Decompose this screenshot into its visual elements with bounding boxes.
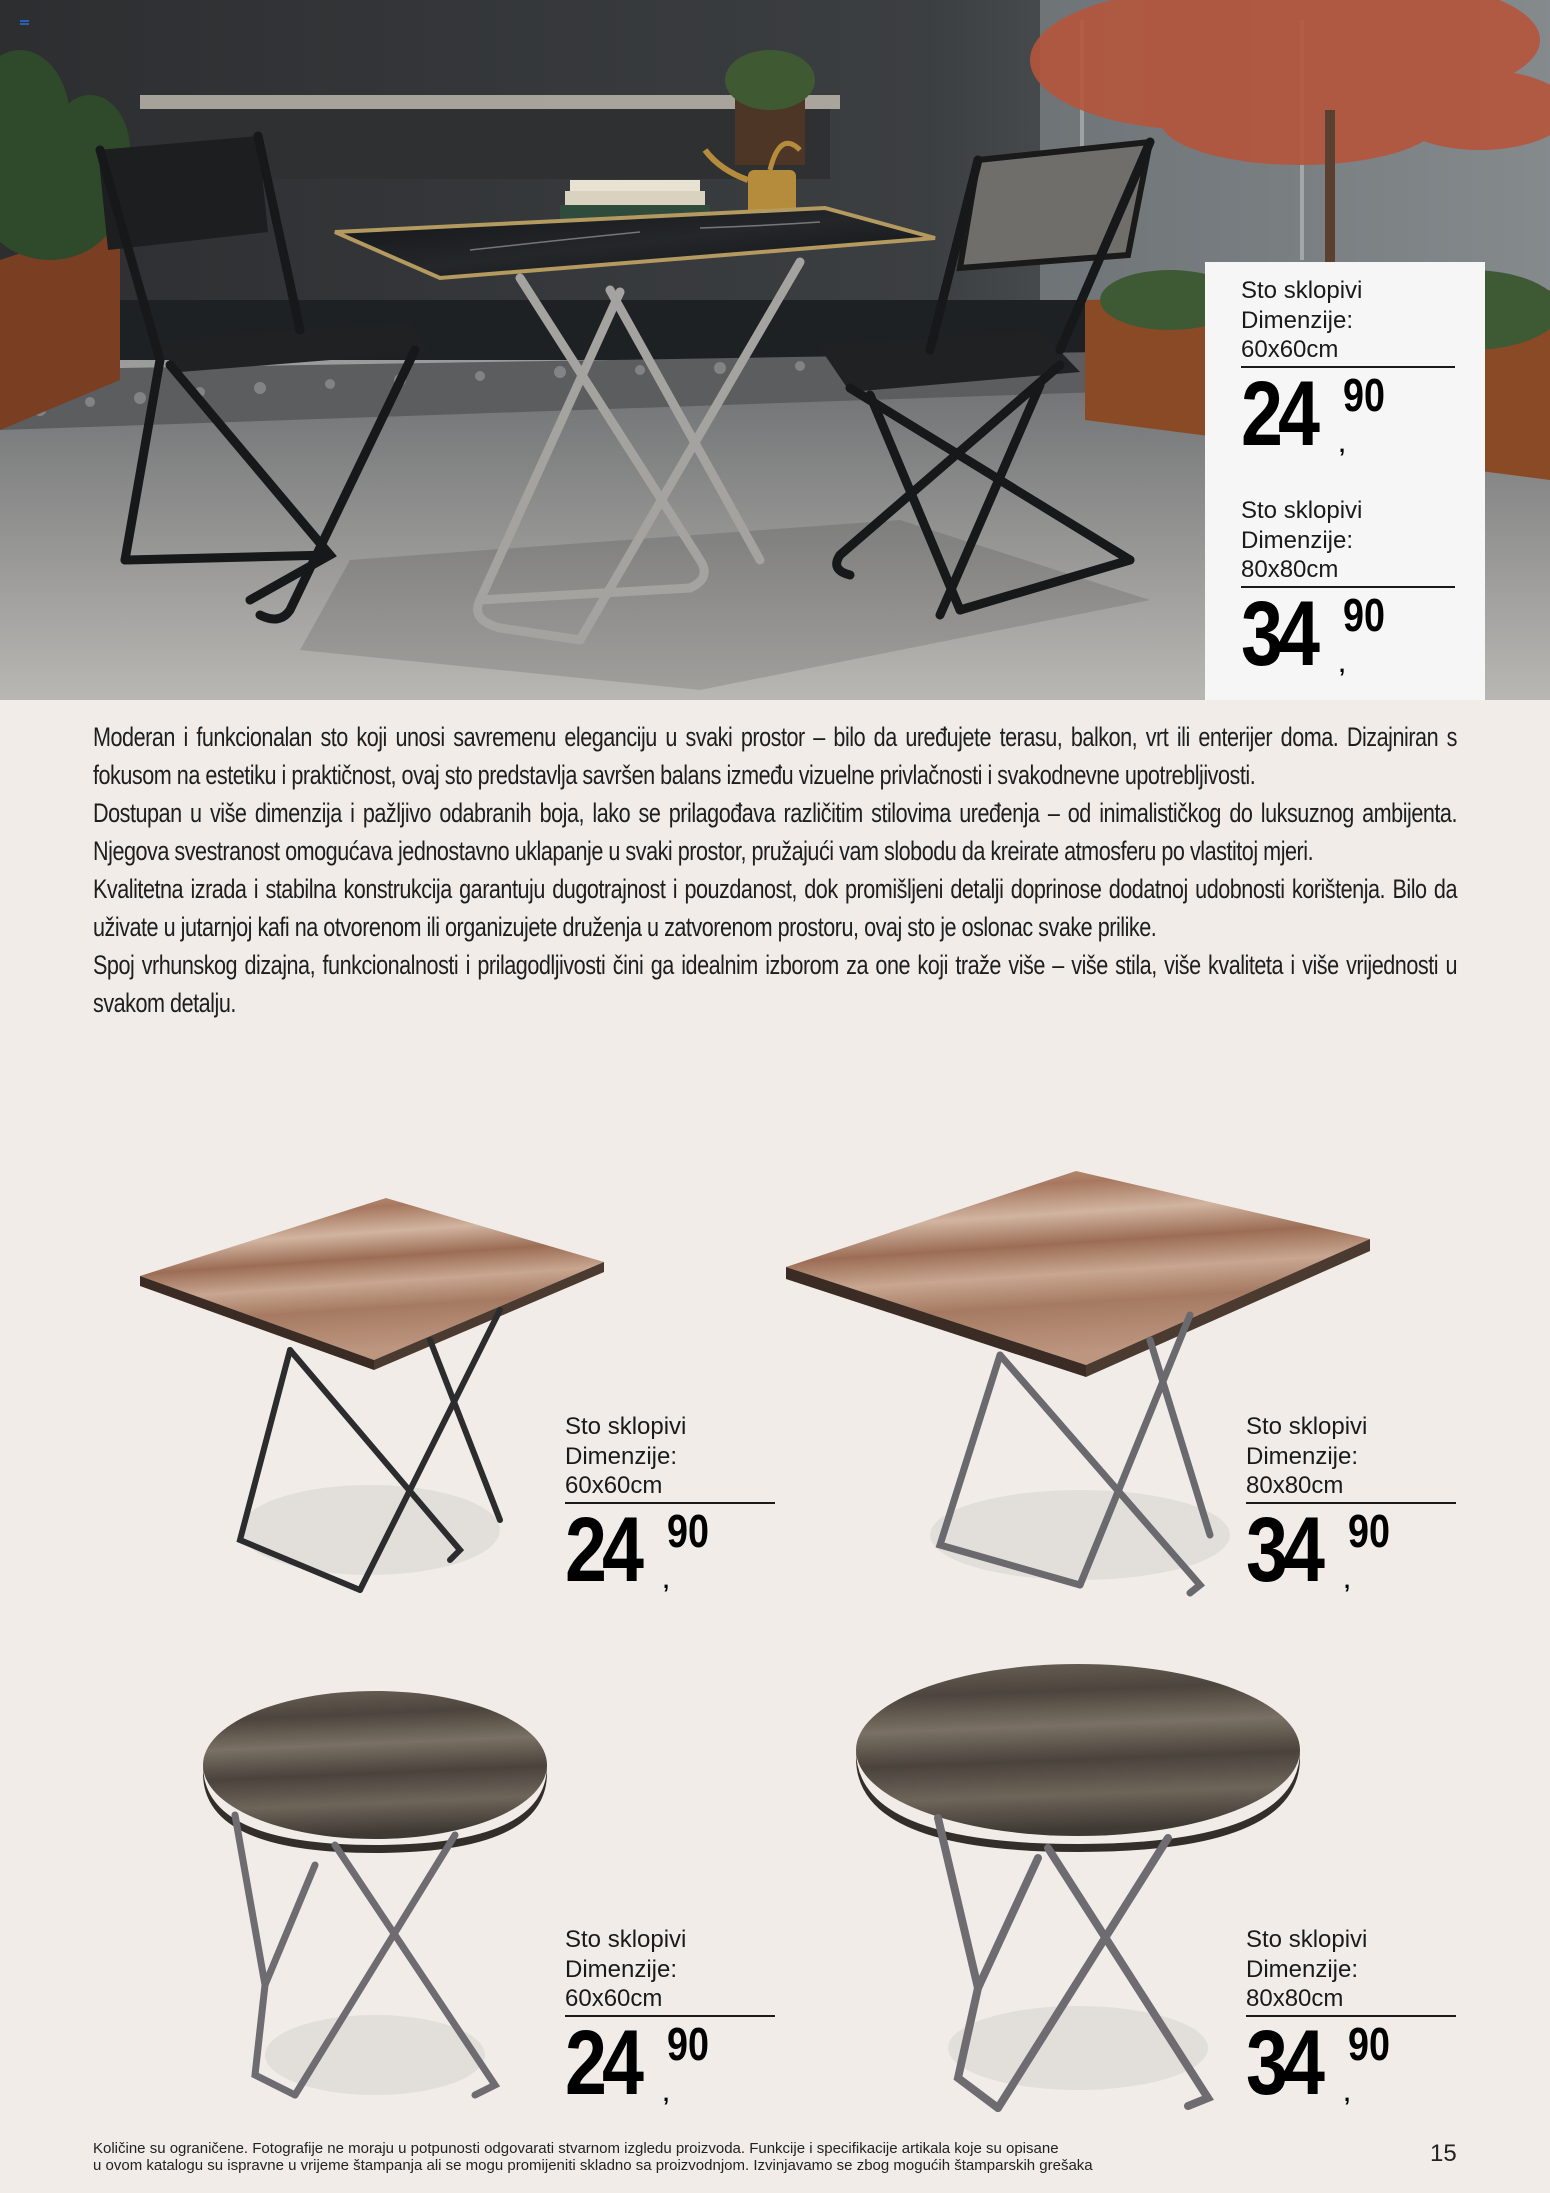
dimensions-label: Dimenzije: — [1246, 1956, 1359, 1983]
price-separator: , — [663, 1568, 670, 1593]
price-integer: 34 — [1246, 2012, 1321, 2114]
hero-offer-60 — [1241, 276, 1455, 464]
hero-price-panel — [1205, 262, 1485, 700]
product-description — [93, 718, 1457, 1022]
round-table-80-image — [848, 1658, 1308, 2118]
description-paragraph: Kvalitetna izrada i stabilna konstrukcija garantuju dugotrajnost i pouzdanost, dok promišljeni detalji doprinose dodatnoj udobnosti korištenja. Bilo da uživate u jutarnjoj kafi na otvorenom ili organizujete druženja u zatvorenom prostoru, ovaj sto je oslonac svake prilike. — [93, 874, 1457, 942]
dimensions-value: 60x60cm — [565, 1472, 775, 1504]
price-decimal: 90 — [1343, 369, 1385, 421]
square-table-60-image — [130, 1190, 610, 1610]
price-decimal: 90 — [1343, 589, 1385, 641]
price — [1241, 583, 1455, 685]
page-number: 15 — [1430, 2140, 1457, 2167]
dimensions-value: 80x80cm — [1241, 556, 1455, 588]
dimensions-value: 60x60cm — [1241, 336, 1455, 368]
dimensions-value: 80x80cm — [1246, 1472, 1456, 1504]
price-integer: 24 — [565, 1499, 640, 1601]
hero-offer-80 — [1241, 496, 1455, 684]
price-separator: , — [1344, 2081, 1351, 2106]
hero-photo — [0, 0, 1550, 700]
product-name: Sto sklopivi — [1246, 1926, 1368, 1953]
dimensions-label: Dimenzije: — [565, 1956, 678, 1983]
price-decimal: 90 — [1348, 1505, 1390, 1557]
dimensions-value: 60x60cm — [565, 1985, 775, 2017]
price-separator: , — [663, 2081, 670, 2106]
price — [565, 1499, 775, 1601]
product-name: Sto sklopivi — [565, 1926, 687, 1953]
footer-disclaimer — [93, 2140, 1333, 2174]
disclaimer-line: u ovom katalogu su ispravne u vrijeme štampanja ali se mogu promijeniti skladno sa proizvodnjom. Izvinjavamo se zbog mogućih štamparskih grešaka — [93, 2157, 1093, 2174]
dimensions-label: Dimenzije: — [1241, 527, 1354, 554]
product-name: Sto sklopivi — [565, 1413, 687, 1440]
price — [1246, 2012, 1456, 2114]
dimensions-label: Dimenzije: — [1241, 307, 1354, 334]
price — [1241, 363, 1455, 465]
dimensions-label: Dimenzije: — [1246, 1443, 1359, 1470]
product-4-label — [1246, 1925, 1456, 2113]
price — [1246, 1499, 1456, 1601]
price-decimal: 90 — [667, 2018, 709, 2070]
price-decimal: 90 — [667, 1505, 709, 1557]
product-name: Sto sklopivi — [1246, 1413, 1368, 1440]
price-separator: , — [1339, 652, 1346, 677]
product-3-label — [565, 1925, 775, 2113]
price-integer: 34 — [1241, 583, 1316, 685]
price-integer: 24 — [1241, 363, 1316, 465]
dimensions-value: 80x80cm — [1246, 1985, 1456, 2017]
price-decimal: 90 — [1348, 2018, 1390, 2070]
price-separator: , — [1339, 432, 1346, 457]
description-paragraph: Dostupan u više dimenzija i pažljivo odabranih boja, lako se prilagođava različitim stilovima uređenja – od inimalističkog do luksuznog ambijenta. Njegova svestranost omogućava jednostavno uklapanje u svaki prostor, pružajući vam slobodu da kreirate atmosferu po vlastitoj mjeri. — [93, 798, 1457, 866]
price-integer: 24 — [565, 2012, 640, 2114]
round-table-60-image — [195, 1685, 555, 2125]
disclaimer-line: Količine su ograničene. Fotografije ne moraju u potpunosti odgovarati stvarnom izgledu proizvoda. Funkcije i specifikacije artikala koje su opisane — [93, 2140, 1059, 2157]
price-integer: 34 — [1246, 1499, 1321, 1601]
dimensions-label: Dimenzije: — [565, 1443, 678, 1470]
flag-icon — [20, 20, 29, 25]
product-2-label — [1246, 1412, 1456, 1600]
description-paragraph: Spoj vrhunskog dizajna, funkcionalnosti i prilagodljivosti čini ga idealnim izborom za one koji traže više – više stila, više kvaliteta i više vrijednosti u svakom detalju. — [93, 950, 1457, 1018]
product-name: Sto sklopivi — [1241, 497, 1363, 524]
product-1-label — [565, 1412, 775, 1600]
price — [565, 2012, 775, 2114]
product-name: Sto sklopivi — [1241, 277, 1363, 304]
description-paragraph: Moderan i funkcionalan sto koji unosi savremenu eleganciju u svaki prostor – bilo da uređujete terasu, balkon, vrt ili enterijer doma. Dizajniran s fokusom na estetiku i praktičnost, ovaj sto predstavlja savršen balans između vizuelne privlačnosti i svakodnevne upotrebljivosti. — [93, 722, 1457, 790]
price-separator: , — [1344, 1568, 1351, 1593]
